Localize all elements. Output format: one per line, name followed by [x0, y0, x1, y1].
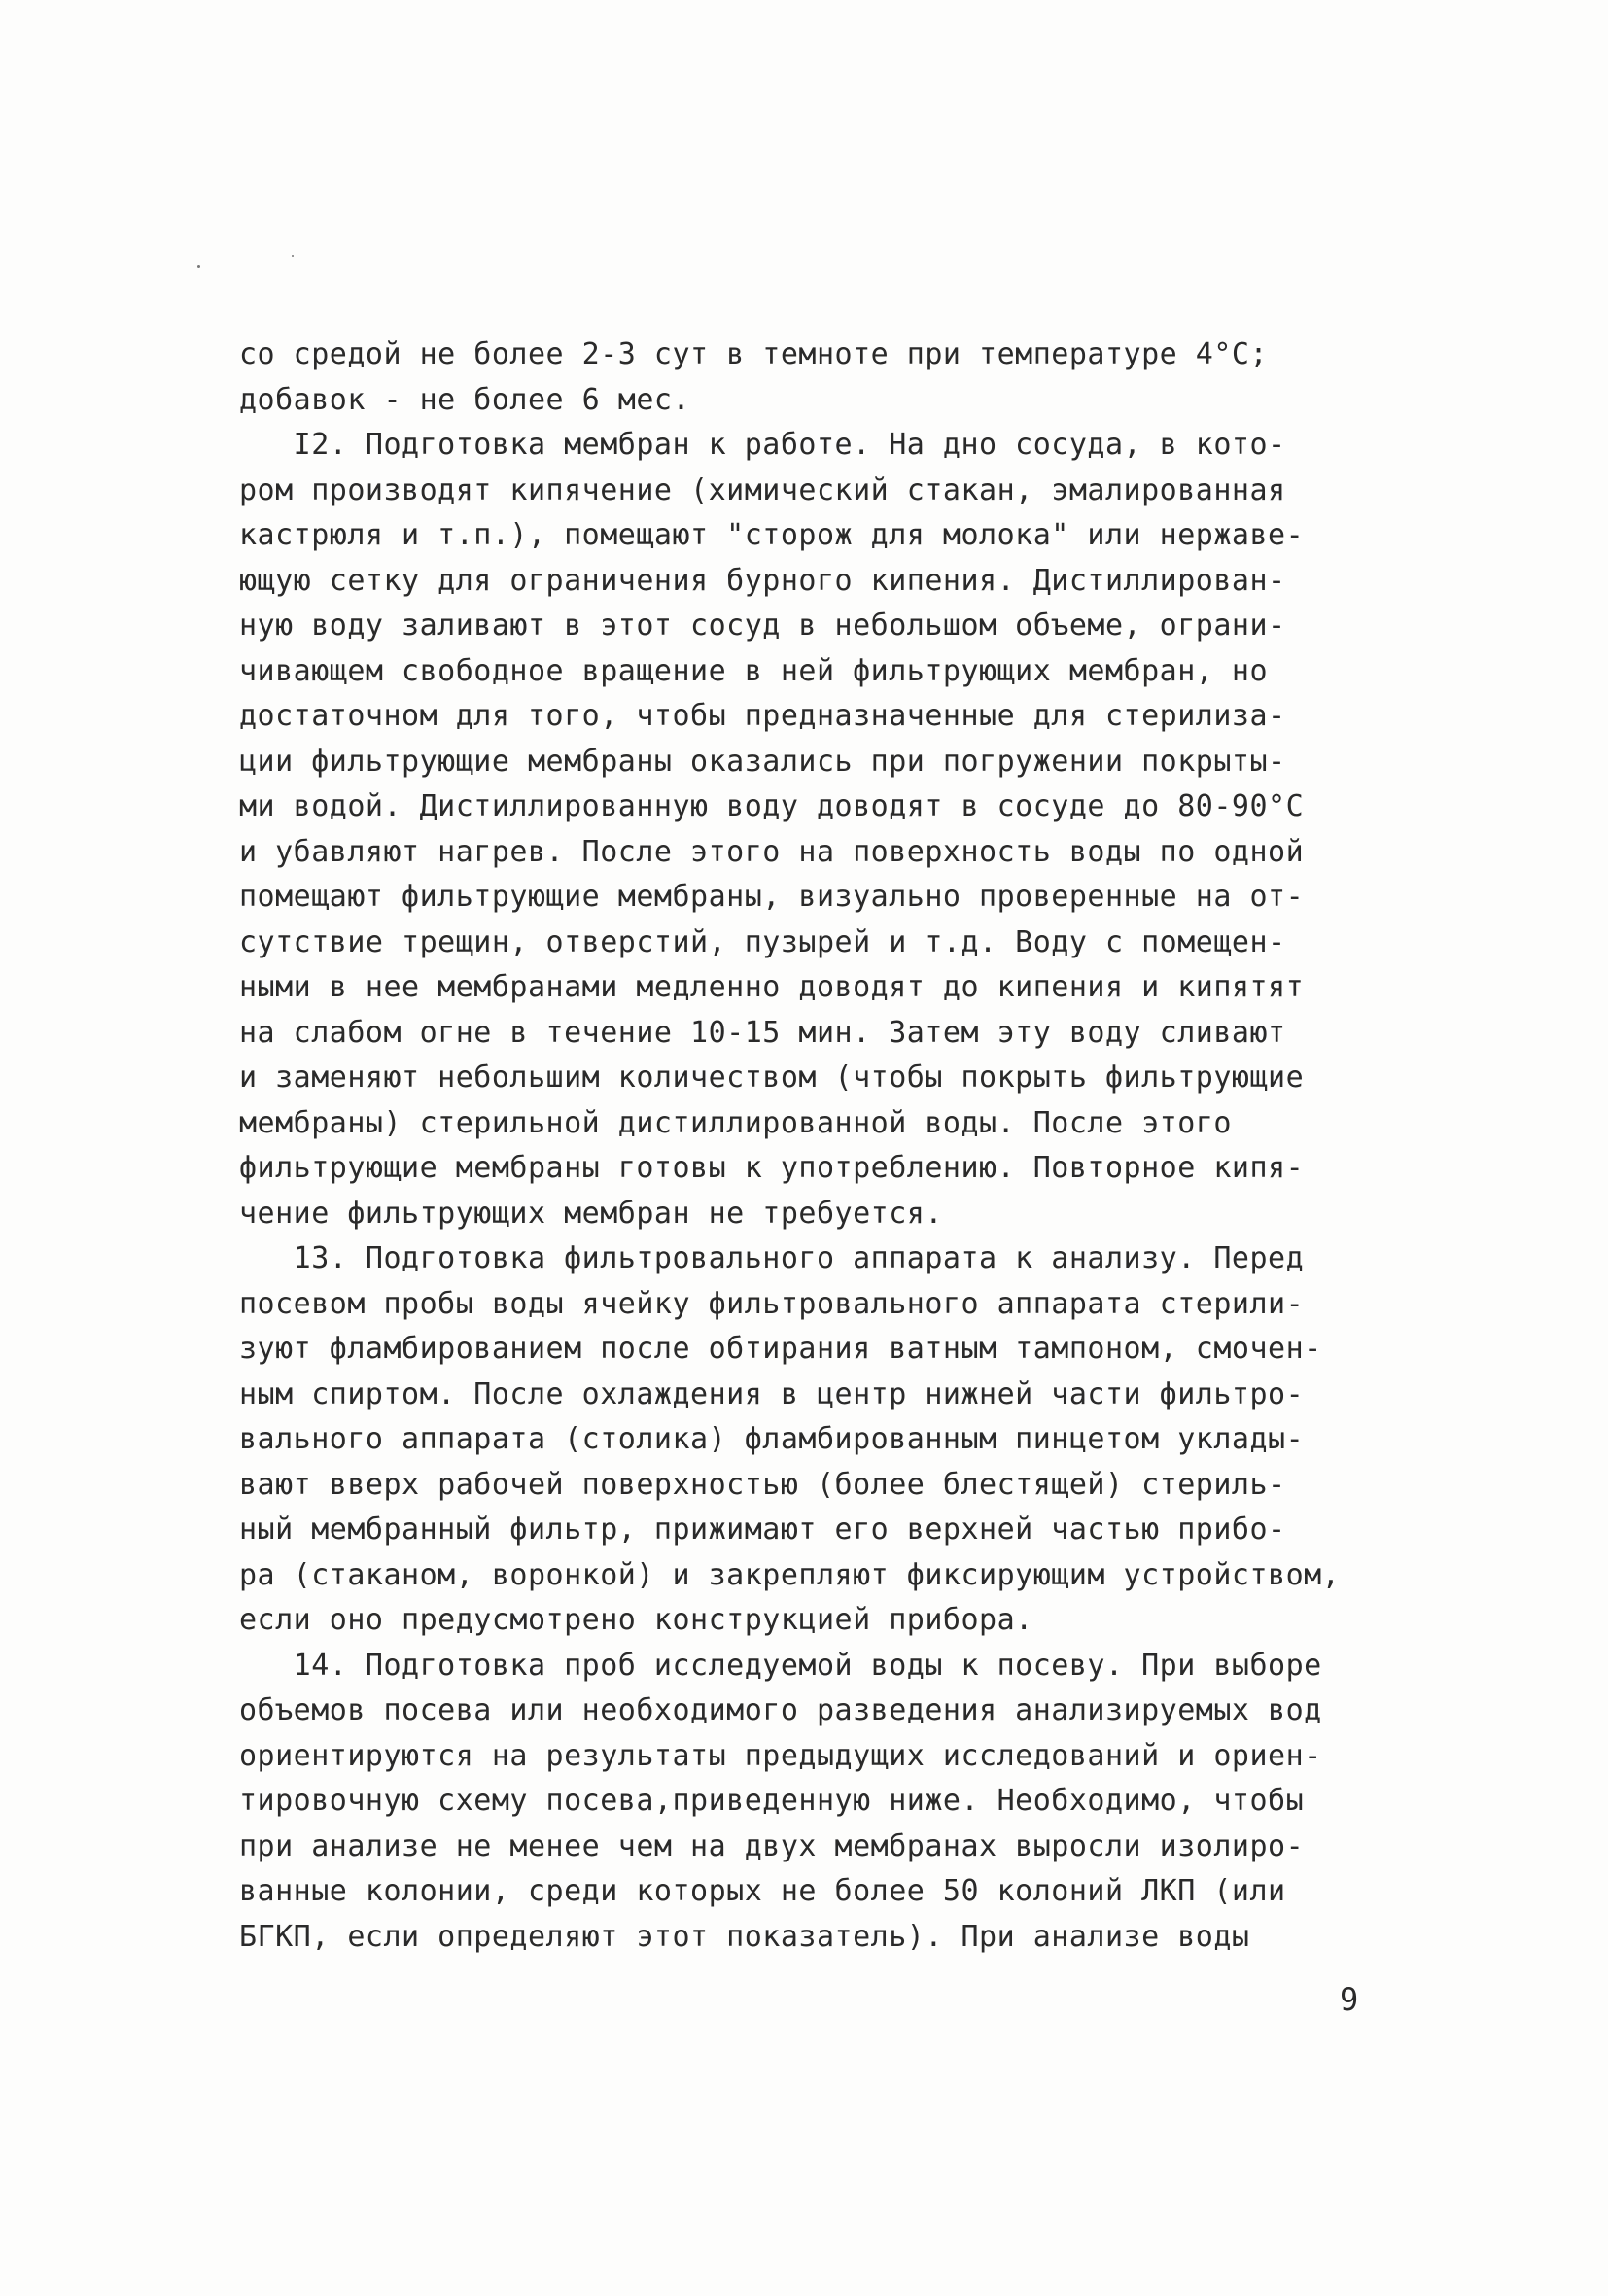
text-line: помещают фильтрующие мембраны, визуально проверенные на от-	[239, 880, 1305, 914]
text-line: сутствие трещин, отверстий, пузырей и т.д. Воду с помещен-	[239, 924, 1286, 959]
page-number: 9	[1340, 1981, 1359, 2018]
text-line: достаточном для того, чтобы предназначенные для стерилиза-	[239, 699, 1286, 733]
scan-speck	[292, 255, 294, 257]
text-line: посевом пробы воды ячейку фильтровального аппарата стерили-	[239, 1286, 1305, 1321]
text-line: вального аппарата (столика) фламбированным пинцетом уклады-	[239, 1422, 1305, 1456]
text-line: ра (стаканом, воронкой) и закрепляют фиксирующим устройством,	[239, 1557, 1341, 1592]
text-line: тировочную схему посева,приведенную ниже. Необходимо, чтобы	[239, 1784, 1305, 1818]
text-line: ющую сетку для ограничения бурного кипения. Дистиллирован-	[239, 563, 1286, 598]
text-line: мембраны) стерильной дистиллированной воды. После этого	[239, 1105, 1232, 1140]
text-line: на слабом огне в течение 10-15 мин. Затем эту воду сливают	[239, 1015, 1286, 1050]
text-line: и заменяют небольшим количеством (чтобы покрыть фильтрующие	[239, 1061, 1305, 1095]
text-line: при анализе не менее чем на двух мембранах выросли изолиро-	[239, 1828, 1305, 1863]
text-line: добавок - не более 6 мес.	[239, 382, 691, 417]
text-line: если оно предусмотрено конструкцией прибора.	[239, 1603, 1033, 1637]
text-line: ную воду заливают в этот сосуд в небольшом объеме, ограни-	[239, 609, 1286, 643]
text-line: со средой не более 2-3 сут в темноте при температуре 4°С;	[239, 337, 1269, 371]
text-line: ный мембранный фильтр, прижимают его верхней частью прибо-	[239, 1513, 1286, 1547]
text-line: ным спиртом. После охлаждения в центр нижней части фильтро-	[239, 1376, 1305, 1411]
text-line: ными в нее мембранами медленно доводят до кипения и кипятят	[239, 970, 1305, 1004]
document-body	[239, 332, 1386, 1960]
text-line: I2. Подготовка мембран к работе. На дно сосуда, в кото-	[239, 428, 1286, 462]
text-line: ром производят кипячение (химический стакан, эмалированная	[239, 472, 1286, 507]
text-line: фильтрующие мембраны готовы к употреблению. Повторное кипя-	[239, 1151, 1305, 1185]
text-line: и убавляют нагрев. После этого на поверхность воды по одной	[239, 834, 1305, 869]
text-line: кастрюля и т.п.), помещают "сторож для молока" или нержаве-	[239, 518, 1305, 552]
text-line: БГКП, если определяют этот показатель). При анализе воды	[239, 1919, 1250, 1954]
text-line: ции фильтрующие мембраны оказались при погружении покрыты-	[239, 744, 1286, 779]
text-line: чение фильтрующих мембран не требуется.	[239, 1196, 943, 1231]
text-line: вают вверх рабочей поверхностью (более блестящей) стериль-	[239, 1467, 1286, 1502]
text-line: ванные колонии, среди которых не более 50 колоний ЛКП (или	[239, 1874, 1286, 1908]
text-line: ми водой. Дистиллированную воду доводят в сосуде до 80-90°С	[239, 789, 1305, 823]
text-line: 13. Подготовка фильтровального аппарата к анализу. Перед	[239, 1241, 1305, 1275]
text-line: объемов посева или необходимого разведения анализируемых вод	[239, 1693, 1322, 1727]
text-line: ориентируются на результаты предыдущих исследований и ориен-	[239, 1738, 1322, 1773]
text-line: зуют фламбированием после обтирания ватным тампоном, смочен-	[239, 1332, 1322, 1366]
text-line: 14. Подготовка проб исследуемой воды к посеву. При выборе	[239, 1648, 1322, 1683]
text-line: чивающем свободное вращение в ней фильтрующих мембран, но	[239, 653, 1269, 688]
scan-speck	[197, 265, 200, 268]
